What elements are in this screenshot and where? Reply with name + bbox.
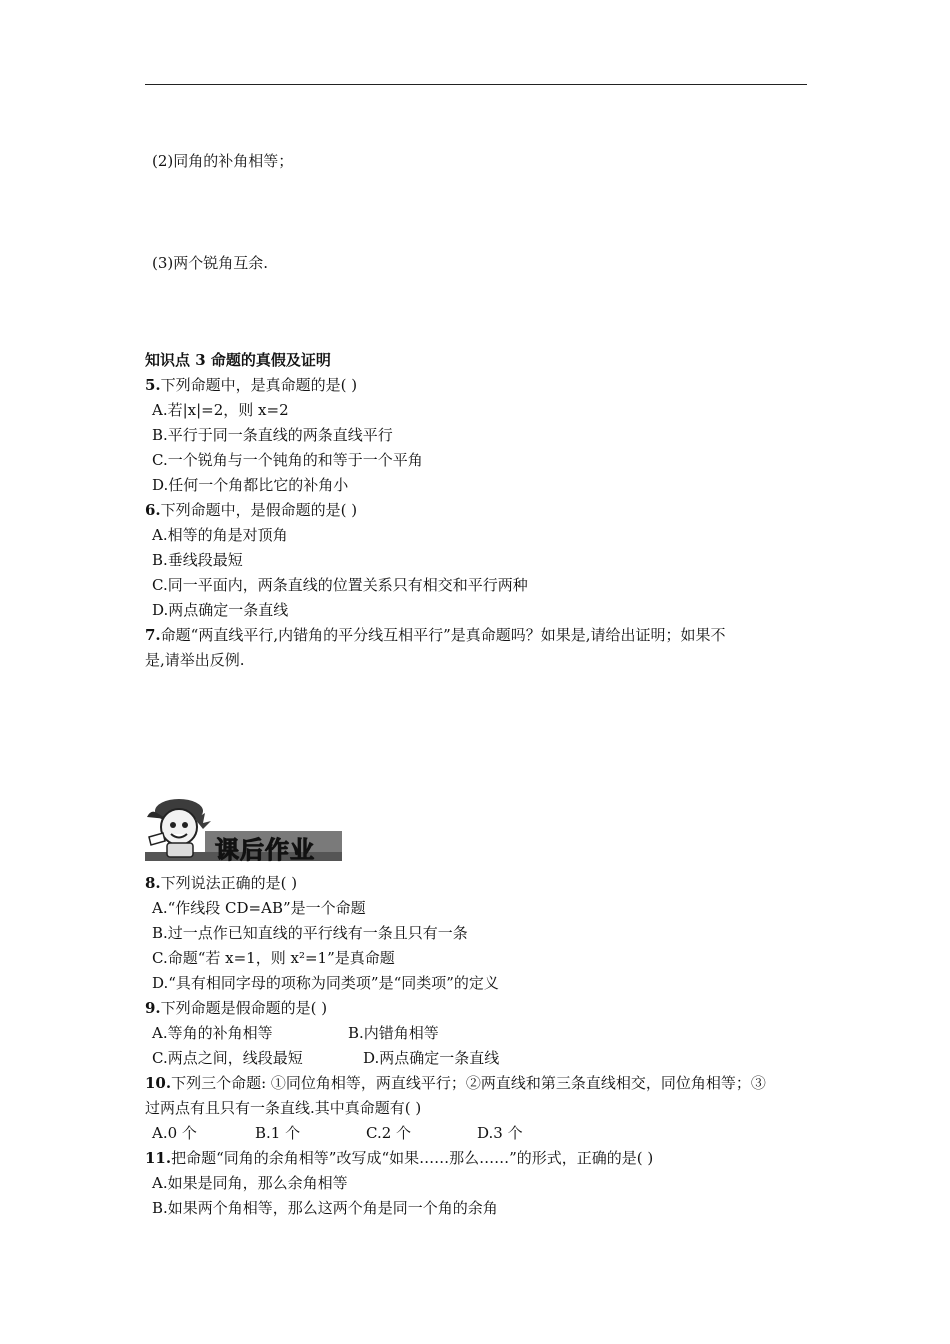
q10-option-c: C.2 个 <box>366 1124 412 1142</box>
question-10-cont: 过两点有且只有一条直线.其中真命题有( ) <box>145 1099 422 1117</box>
question-7 <box>145 623 726 648</box>
question-6 <box>145 498 357 523</box>
q9-option-a: A.等角的补角相等 <box>152 1024 273 1042</box>
question-stem: 命题“两直线平行,内错角的平分线互相平行”是真命题吗？如果是,请给出证明；如果不 <box>160 626 726 644</box>
question-stem: 下列说法正确的是( ) <box>160 874 298 892</box>
question-stem: 下列命题中，是真命题的是( ) <box>160 376 358 394</box>
q6-option-a: A.相等的角是对顶角 <box>152 526 288 544</box>
question-10 <box>145 1071 766 1096</box>
header-rule <box>145 84 807 85</box>
question-5 <box>145 373 357 398</box>
q8-option-d: D.“具有相同字母的项称为同类项”是“同类项”的定义 <box>152 974 499 992</box>
q5-option-b: B.平行于同一条直线的两条直线平行 <box>152 426 393 444</box>
q5-option-d: D.任何一个角都比它的补角小 <box>152 476 349 494</box>
q11-option-b: B.如果两个角相等，那么这两个角是同一个角的余角 <box>152 1199 498 1217</box>
q5-option-c: C.一个锐角与一个钝角的和等于一个平角 <box>152 451 423 469</box>
q10-option-d: D.3 个 <box>477 1124 523 1142</box>
q10-options <box>152 1121 523 1146</box>
question-stem: 下列三个命题: ①同位角相等，两直线平行；②两直线和第三条直线相交，同位角相等；③ <box>171 1074 766 1092</box>
q6-option-c: C.同一平面内，两条直线的位置关系只有相交和平行两种 <box>152 576 528 594</box>
q9-option-b: B.内错角相等 <box>348 1024 439 1042</box>
q9-options-row1 <box>152 1021 439 1046</box>
question-8 <box>145 871 297 896</box>
q8-option-a: A.“作线段 CD=AB”是一个命题 <box>152 899 366 917</box>
q9-option-d: D.两点确定一条直线 <box>363 1049 500 1067</box>
question-number: 7. <box>145 626 161 644</box>
question-9 <box>145 996 327 1021</box>
question-stem: 把命题“同角的余角相等”改写成“如果……那么……”的形式，正确的是( ) <box>171 1149 654 1167</box>
q11-option-a: A.如果是同角，那么余角相等 <box>152 1174 348 1192</box>
q8-option-b: B.过一点作已知直线的平行线有一条且只有一条 <box>152 924 468 942</box>
banner-text: 课后作业 <box>215 836 315 864</box>
section-heading: 知识点 3 命题的真假及证明 <box>145 351 331 369</box>
question-number: 9. <box>145 999 161 1017</box>
q6-option-d: D.两点确定一条直线 <box>152 601 289 619</box>
statement-3: (3)两个锐角互余. <box>152 254 269 272</box>
q9-options-row2 <box>152 1046 499 1071</box>
question-stem: 下列命题是假命题的是( ) <box>160 999 328 1017</box>
question-number: 5. <box>145 376 161 394</box>
statement-2: (2)同角的补角相等； <box>152 152 294 170</box>
q9-option-c: C.两点之间，线段最短 <box>152 1049 303 1067</box>
question-number: 11. <box>145 1149 172 1167</box>
question-stem: 下列命题中，是假命题的是( ) <box>160 501 358 519</box>
question-7-cont: 是,请举出反例. <box>145 651 245 669</box>
question-11 <box>145 1146 653 1171</box>
q6-option-b: B.垂线段最短 <box>152 551 243 569</box>
q10-option-a: A.0 个 <box>152 1124 197 1142</box>
question-number: 8. <box>145 874 161 892</box>
q10-option-b: B.1 个 <box>255 1124 301 1142</box>
homework-banner <box>145 797 342 863</box>
question-number: 10. <box>145 1074 172 1092</box>
q8-option-c: C.命题“若 x=1，则 x²=1”是真命题 <box>152 949 395 967</box>
q5-option-a: A.若|x|=2，则 x=2 <box>152 401 289 419</box>
question-number: 6. <box>145 501 161 519</box>
